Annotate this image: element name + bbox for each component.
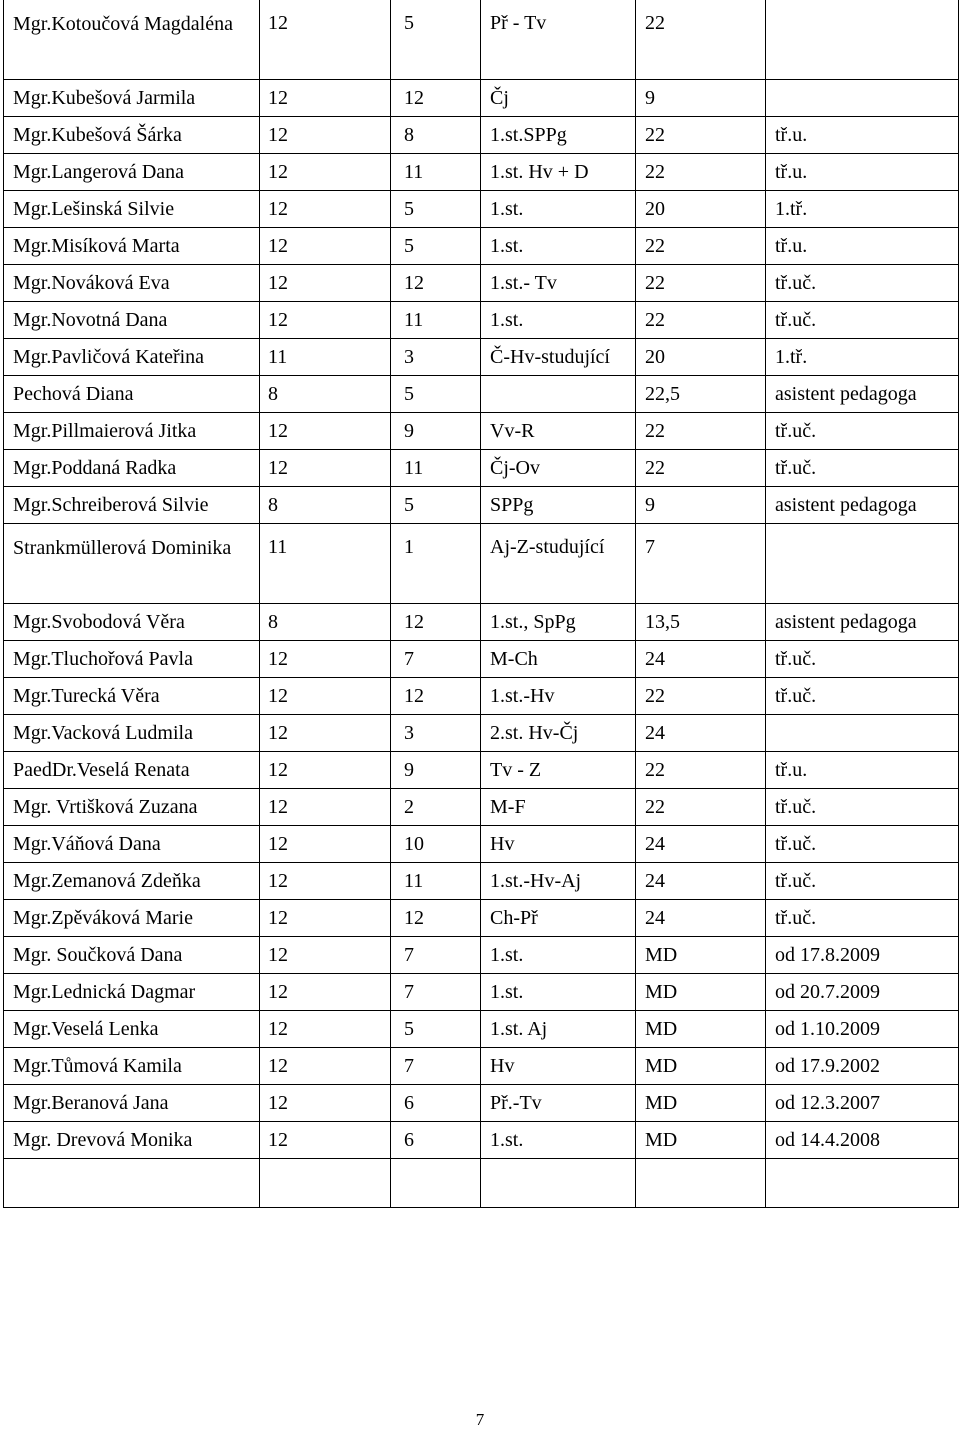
hours-cell: 22 xyxy=(636,752,766,789)
value-b-cell: 5 xyxy=(391,376,481,413)
value-a-cell: 12 xyxy=(260,265,391,302)
value-b-cell: 12 xyxy=(391,604,481,641)
value-a-cell xyxy=(260,1159,391,1208)
subjects-cell: 1.st. xyxy=(481,1122,636,1159)
value-a-cell: 12 xyxy=(260,1122,391,1159)
value-b-cell: 10 xyxy=(391,826,481,863)
value-b-cell: 11 xyxy=(391,863,481,900)
teacher-name-cell: Mgr.Pillmaierová Jitka xyxy=(4,413,260,450)
value-a-cell: 12 xyxy=(260,715,391,752)
value-b-cell: 8 xyxy=(391,117,481,154)
note-cell: od 17.8.2009 xyxy=(766,937,959,974)
note-cell: tř.uč. xyxy=(766,302,959,339)
value-a-cell: 12 xyxy=(260,1048,391,1085)
note-cell: od 1.10.2009 xyxy=(766,1011,959,1048)
hours-cell: 20 xyxy=(636,191,766,228)
value-b-cell: 7 xyxy=(391,1048,481,1085)
value-a-cell: 12 xyxy=(260,789,391,826)
value-b-cell: 12 xyxy=(391,900,481,937)
value-b-cell: 5 xyxy=(391,1011,481,1048)
note-cell xyxy=(766,524,959,604)
value-b-cell: 1 xyxy=(391,524,481,604)
table-row xyxy=(4,302,959,339)
value-a-cell: 12 xyxy=(260,228,391,265)
hours-cell: 22 xyxy=(636,678,766,715)
table-row xyxy=(4,900,959,937)
hours-cell: 22 xyxy=(636,0,766,80)
hours-cell: MD xyxy=(636,1011,766,1048)
teacher-name-cell: Mgr.Vacková Ludmila xyxy=(4,715,260,752)
teacher-name-cell: Mgr.Langerová Dana xyxy=(4,154,260,191)
value-a-cell: 12 xyxy=(260,752,391,789)
subjects-cell: 1.st. xyxy=(481,191,636,228)
teacher-name-cell: Mgr.Pavličová Kateřina xyxy=(4,339,260,376)
value-a-cell: 12 xyxy=(260,450,391,487)
value-a-cell: 12 xyxy=(260,191,391,228)
table-row xyxy=(4,524,959,604)
value-b-cell: 11 xyxy=(391,450,481,487)
note-cell: tř.uč. xyxy=(766,678,959,715)
value-b-cell: 12 xyxy=(391,678,481,715)
note-cell: od 12.3.2007 xyxy=(766,1085,959,1122)
table-row xyxy=(4,376,959,413)
teacher-name-cell: Mgr.Kubešová Šárka xyxy=(4,117,260,154)
hours-cell: MD xyxy=(636,937,766,974)
teacher-name-cell: Mgr. Drevová Monika xyxy=(4,1122,260,1159)
value-a-cell: 12 xyxy=(260,413,391,450)
teacher-name-cell: Pechová Diana xyxy=(4,376,260,413)
value-a-cell: 8 xyxy=(260,487,391,524)
value-b-cell: 11 xyxy=(391,154,481,191)
teacher-name-cell: Mgr.Tluchořová Pavla xyxy=(4,641,260,678)
hours-cell: 22 xyxy=(636,413,766,450)
subjects-cell: 1.st. xyxy=(481,228,636,265)
table-row xyxy=(4,339,959,376)
table-row xyxy=(4,413,959,450)
hours-cell: MD xyxy=(636,1048,766,1085)
hours-cell: 9 xyxy=(636,487,766,524)
value-a-cell: 8 xyxy=(260,604,391,641)
note-cell: tř.u. xyxy=(766,228,959,265)
subjects-cell: SPPg xyxy=(481,487,636,524)
note-cell: tř.u. xyxy=(766,154,959,191)
staff-table xyxy=(3,0,959,1208)
value-b-cell: 12 xyxy=(391,80,481,117)
note-cell: tř.uč. xyxy=(766,863,959,900)
teacher-name-cell xyxy=(4,1159,260,1208)
table-row xyxy=(4,1122,959,1159)
value-b-cell: 5 xyxy=(391,487,481,524)
subjects-cell: Př.-Tv xyxy=(481,1085,636,1122)
table-row xyxy=(4,604,959,641)
subjects-cell: Hv xyxy=(481,1048,636,1085)
value-b-cell: 6 xyxy=(391,1085,481,1122)
value-a-cell: 11 xyxy=(260,339,391,376)
empty-table-row xyxy=(4,1159,959,1208)
note-cell: tř.uč. xyxy=(766,789,959,826)
value-a-cell: 12 xyxy=(260,0,391,80)
value-a-cell: 12 xyxy=(260,937,391,974)
hours-cell: 24 xyxy=(636,826,766,863)
hours-cell: MD xyxy=(636,974,766,1011)
value-b-cell: 6 xyxy=(391,1122,481,1159)
note-cell: tř.uč. xyxy=(766,900,959,937)
table-row xyxy=(4,450,959,487)
subjects-cell: 1.st.-Hv xyxy=(481,678,636,715)
note-cell xyxy=(766,715,959,752)
note-cell: od 14.4.2008 xyxy=(766,1122,959,1159)
note-cell: od 17.9.2002 xyxy=(766,1048,959,1085)
hours-cell: 22,5 xyxy=(636,376,766,413)
table-row xyxy=(4,0,959,80)
note-cell: asistent pedagoga xyxy=(766,487,959,524)
table-row xyxy=(4,265,959,302)
teacher-name-cell: Mgr.Nováková Eva xyxy=(4,265,260,302)
subjects-cell: Čj xyxy=(481,80,636,117)
table-row xyxy=(4,117,959,154)
subjects-cell: 1.st. xyxy=(481,974,636,1011)
hours-cell: MD xyxy=(636,1122,766,1159)
hours-cell xyxy=(636,1159,766,1208)
subjects-cell: M-Ch xyxy=(481,641,636,678)
value-a-cell: 12 xyxy=(260,641,391,678)
hours-cell: 22 xyxy=(636,154,766,191)
value-b-cell: 9 xyxy=(391,413,481,450)
teacher-name-cell: Mgr.Svobodová Věra xyxy=(4,604,260,641)
subjects-cell: 1.st.- Tv xyxy=(481,265,636,302)
subjects-cell: 1.st. xyxy=(481,302,636,339)
hours-cell: 22 xyxy=(636,117,766,154)
note-cell: 1.tř. xyxy=(766,191,959,228)
note-cell: tř.uč. xyxy=(766,826,959,863)
subjects-cell: Tv - Z xyxy=(481,752,636,789)
note-cell xyxy=(766,80,959,117)
table-row xyxy=(4,863,959,900)
table-row xyxy=(4,974,959,1011)
subjects-cell xyxy=(481,376,636,413)
table-row xyxy=(4,487,959,524)
note-cell: asistent pedagoga xyxy=(766,604,959,641)
teacher-name-cell: Mgr. Součková Dana xyxy=(4,937,260,974)
table-row xyxy=(4,1011,959,1048)
teacher-name-cell: Mgr.Poddaná Radka xyxy=(4,450,260,487)
teacher-name-cell: Mgr. Vrtišková Zuzana xyxy=(4,789,260,826)
hours-cell: 13,5 xyxy=(636,604,766,641)
subjects-cell: Č-Hv-studující xyxy=(481,339,636,376)
hours-cell: 7 xyxy=(636,524,766,604)
table-row xyxy=(4,937,959,974)
hours-cell: 22 xyxy=(636,302,766,339)
teacher-name-cell: Mgr.Lešinská Silvie xyxy=(4,191,260,228)
value-a-cell: 12 xyxy=(260,974,391,1011)
note-cell: tř.uč. xyxy=(766,265,959,302)
value-b-cell: 5 xyxy=(391,0,481,80)
subjects-cell: Čj-Ov xyxy=(481,450,636,487)
teacher-name-cell: Mgr.Beranová Jana xyxy=(4,1085,260,1122)
value-a-cell: 12 xyxy=(260,80,391,117)
value-b-cell: 7 xyxy=(391,937,481,974)
value-b-cell: 2 xyxy=(391,789,481,826)
hours-cell: 24 xyxy=(636,900,766,937)
teacher-name-cell: Mgr.Novotná Dana xyxy=(4,302,260,339)
subjects-cell xyxy=(481,1159,636,1208)
note-cell: asistent pedagoga xyxy=(766,376,959,413)
hours-cell: 22 xyxy=(636,228,766,265)
note-cell xyxy=(766,0,959,80)
subjects-cell: 1.st.SPPg xyxy=(481,117,636,154)
value-b-cell: 7 xyxy=(391,641,481,678)
table-row xyxy=(4,641,959,678)
value-b-cell: 11 xyxy=(391,302,481,339)
hours-cell: 22 xyxy=(636,265,766,302)
teacher-name-cell: Mgr.Veselá Lenka xyxy=(4,1011,260,1048)
hours-cell: 22 xyxy=(636,450,766,487)
teacher-name-cell: Mgr.Turecká Věra xyxy=(4,678,260,715)
table-row xyxy=(4,789,959,826)
note-cell: tř.u. xyxy=(766,117,959,154)
hours-cell: 20 xyxy=(636,339,766,376)
table-row xyxy=(4,1085,959,1122)
teacher-name-cell: Strankmüllerová Dominika xyxy=(4,524,260,604)
table-row xyxy=(4,80,959,117)
table-row xyxy=(4,826,959,863)
note-cell: tř.uč. xyxy=(766,413,959,450)
hours-cell: 9 xyxy=(636,80,766,117)
subjects-cell: Př - Tv xyxy=(481,0,636,80)
subjects-cell: 1.st., SpPg xyxy=(481,604,636,641)
value-a-cell: 12 xyxy=(260,863,391,900)
table-row xyxy=(4,154,959,191)
hours-cell: 24 xyxy=(636,715,766,752)
value-a-cell: 8 xyxy=(260,376,391,413)
subjects-cell: 2.st. Hv-Čj xyxy=(481,715,636,752)
value-b-cell: 5 xyxy=(391,191,481,228)
note-cell: tř.uč. xyxy=(766,641,959,678)
value-a-cell: 12 xyxy=(260,900,391,937)
note-cell: tř.u. xyxy=(766,752,959,789)
value-b-cell xyxy=(391,1159,481,1208)
table-row xyxy=(4,715,959,752)
value-a-cell: 12 xyxy=(260,1085,391,1122)
subjects-cell: Vv-R xyxy=(481,413,636,450)
teacher-name-cell: Mgr.Lednická Dagmar xyxy=(4,974,260,1011)
table-row xyxy=(4,752,959,789)
hours-cell: 24 xyxy=(636,863,766,900)
hours-cell: MD xyxy=(636,1085,766,1122)
subjects-cell: M-F xyxy=(481,789,636,826)
value-a-cell: 11 xyxy=(260,524,391,604)
subjects-cell: 1.st.-Hv-Aj xyxy=(481,863,636,900)
teacher-name-cell: PaedDr.Veselá Renata xyxy=(4,752,260,789)
value-b-cell: 9 xyxy=(391,752,481,789)
value-b-cell: 3 xyxy=(391,715,481,752)
table-row xyxy=(4,1048,959,1085)
hours-cell: 24 xyxy=(636,641,766,678)
teacher-name-cell: Mgr.Misíková Marta xyxy=(4,228,260,265)
value-a-cell: 12 xyxy=(260,826,391,863)
value-a-cell: 12 xyxy=(260,117,391,154)
note-cell: tř.uč. xyxy=(766,450,959,487)
subjects-cell: Aj-Z-studující xyxy=(481,524,636,604)
value-b-cell: 7 xyxy=(391,974,481,1011)
teacher-name-cell: Mgr.Tůmová Kamila xyxy=(4,1048,260,1085)
value-b-cell: 3 xyxy=(391,339,481,376)
teacher-name-cell: Mgr.Schreiberová Silvie xyxy=(4,487,260,524)
table-row xyxy=(4,228,959,265)
table-row xyxy=(4,678,959,715)
value-a-cell: 12 xyxy=(260,678,391,715)
note-cell: 1.tř. xyxy=(766,339,959,376)
value-a-cell: 12 xyxy=(260,154,391,191)
value-a-cell: 12 xyxy=(260,302,391,339)
subjects-cell: 1.st. xyxy=(481,937,636,974)
teacher-name-cell: Mgr.Váňová Dana xyxy=(4,826,260,863)
value-a-cell: 12 xyxy=(260,1011,391,1048)
subjects-cell: Ch-Př xyxy=(481,900,636,937)
table-row xyxy=(4,191,959,228)
teacher-name-cell: Mgr.Kubešová Jarmila xyxy=(4,80,260,117)
teacher-name-cell: Mgr.Kotoučová Magdaléna xyxy=(4,0,260,80)
note-cell xyxy=(766,1159,959,1208)
page-number: 7 xyxy=(475,1410,485,1429)
teacher-name-cell: Mgr.Zpěváková Marie xyxy=(4,900,260,937)
hours-cell: 22 xyxy=(636,789,766,826)
subjects-cell: 1.st. Hv + D xyxy=(481,154,636,191)
subjects-cell: Hv xyxy=(481,826,636,863)
teacher-name-cell: Mgr.Zemanová Zdeňka xyxy=(4,863,260,900)
value-b-cell: 5 xyxy=(391,228,481,265)
staff-table-body xyxy=(4,0,959,1208)
value-b-cell: 12 xyxy=(391,265,481,302)
subjects-cell: 1.st. Aj xyxy=(481,1011,636,1048)
note-cell: od 20.7.2009 xyxy=(766,974,959,1011)
